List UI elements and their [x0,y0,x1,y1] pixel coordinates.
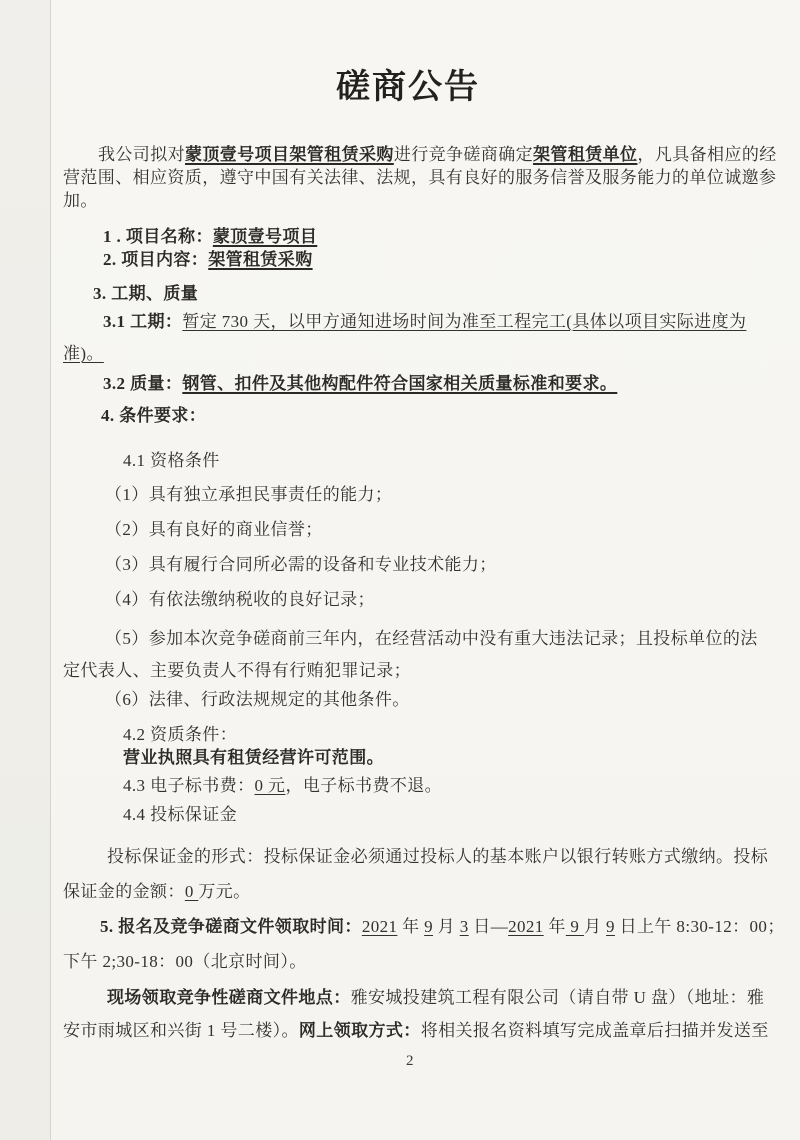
scan-left-margin-shade [0,0,50,1140]
text-run: 钢管、扣件及其他构配件符合国家相关质量标准和要求。 [182,374,618,393]
text-line [63,874,787,909]
text-line [63,518,787,541]
text-run: 2021 [508,917,544,936]
bid-bond-paragraph [63,839,787,909]
text-line [63,306,787,338]
text-run: 4. 条件要求： [101,406,207,425]
text-run: 加。 [63,191,98,210]
clause-3-1-duration [63,306,787,370]
page-number: 2 [406,1053,414,1069]
text-line [63,944,787,979]
text-run: 年 [397,917,425,936]
text-line [63,981,787,1014]
text-run: 9 [606,917,615,936]
text-run: 3. 工期、质量 [93,284,199,303]
text-run: 保证金的金额： [63,882,185,901]
text-line [123,723,787,746]
text-run: 暂定 730 天，以甲方通知进场时间为准至工程完工(具体以项目实际进度为 [182,312,747,331]
text-line [63,909,787,944]
clause-4-4-bid-bond [123,803,787,826]
text-run: 9 [424,917,434,936]
text-run: 月 [583,917,607,936]
section-5-schedule [63,909,787,979]
text-run: 营业执照具有租赁经营许可范围。 [123,748,384,767]
text-run: 下午 2;30-18：00（北京时间）。 [63,952,307,971]
text-run: 雅安城投建筑工程有限公司（请自带 U 盘）（地址：雅 [350,988,765,1007]
condition-5 [63,623,787,687]
clause-4-3-bid-doc-fee [123,774,787,797]
document-title: 磋商公告 [336,69,480,106]
text-line [93,282,787,305]
item-project-name [103,225,787,248]
clause-4-2-credential [123,723,787,746]
text-line [103,248,787,271]
text-run: （4）有依法缴纳税收的良好记录； [105,590,375,609]
text-run: 0 元 [254,776,286,795]
text-run: 5. 报名及竞争磋商文件领取时间： [100,917,362,936]
text-line [123,774,787,797]
text-line [63,655,787,687]
text-run: 3 [459,917,469,936]
text-line [63,588,787,611]
text-run: 将相关报名资料填写完成盖章后扫描并发送至 [420,1021,769,1040]
text-run: 4.2 资质条件： [123,725,238,744]
text-line [123,449,787,472]
text-run: 营范围、相应资质，遵守中国有关法律、法规，具有良好的服务信誉及服务能力的单位诚邀参 [63,168,777,187]
clause-4-1-qualification [123,449,787,472]
document-body [63,143,787,1047]
text-line [63,189,787,212]
text-run: 3.2 质量： [103,374,183,393]
text-line [63,166,787,189]
document-content [63,0,787,1070]
text-run: （1）具有独立承担民事责任的能力； [105,485,393,504]
text-run: 日— [468,917,509,936]
license-requirement [123,746,787,769]
text-run: 我公司拟对 [98,145,185,164]
text-run: 架管租赁单位 [533,145,638,164]
text-run: 定代表人、主要负责人不得有行贿犯罪记录； [63,661,411,680]
document-pickup-paragraph [63,981,787,1047]
text-run: 进行竞争磋商确定 [393,145,534,164]
condition-2 [63,518,787,541]
text-run: 4.3 电子标书费： [123,776,255,795]
text-line [63,839,787,874]
text-line [63,483,787,506]
text-run: 4.1 资格条件 [123,451,220,470]
text-line [63,553,787,576]
text-line [101,404,787,427]
text-run: （2）具有良好的商业信誉； [105,520,323,539]
intro-paragraph [63,143,787,212]
text-run: 4.4 投标保证金 [123,805,238,824]
text-run: 日上午 8:30-12：00； [614,917,785,936]
text-run: 9 [565,917,584,936]
text-run: （6）法律、行政法规规定的其他条件。 [105,690,410,709]
text-run: 3.1 工期： [103,312,183,331]
text-run: ，电子标书费不退。 [285,776,443,795]
text-line [63,623,787,655]
text-run: 2021 [361,917,398,936]
condition-3 [63,553,787,576]
text-run: 年 [543,917,566,936]
text-run: 0 [184,882,199,901]
condition-6 [63,688,787,711]
text-run: 安市雨城区和兴街 1 号二楼）。 [63,1021,299,1040]
text-line [63,1014,787,1047]
text-run: （5）参加本次竞争磋商前三年内，在经营活动中没有重大违法记录；且投标单位的法 [105,629,758,648]
text-run: 蒙顶壹号项目 [212,227,318,246]
text-run: ，凡具备相应的经 [637,145,777,164]
text-line [63,143,787,166]
text-line [103,225,787,248]
text-run: 网上领取方式： [298,1021,421,1040]
section-3-heading [93,282,787,305]
condition-4 [63,588,787,611]
text-run: 月 [433,917,460,936]
text-run: 架管租赁采购 [208,250,313,269]
text-line [63,338,787,370]
paper-edge-line [50,0,51,1140]
text-run: 现场领取竞争性磋商文件地点： [107,988,351,1007]
condition-1 [63,483,787,506]
text-line [63,688,787,711]
text-run: 1 . 项目名称： [103,227,213,246]
text-run: 蒙顶壹号项目架管租赁采购 [185,145,394,164]
text-run: 投标保证金的形式：投标保证金必须通过投标人的基本账户以银行转账方式缴纳。投标 [107,847,769,866]
text-run: （3）具有履行合同所必需的设备和专业技术能力； [105,555,497,574]
text-line [123,746,787,769]
text-line [103,372,787,395]
text-run: 2. 项目内容： [103,250,209,269]
section-4-heading [101,404,787,427]
text-line [123,803,787,826]
item-project-content [103,248,787,271]
clause-3-2-quality [103,372,787,395]
text-run: 准)。 [63,344,104,363]
text-run: 万元。 [198,882,251,901]
